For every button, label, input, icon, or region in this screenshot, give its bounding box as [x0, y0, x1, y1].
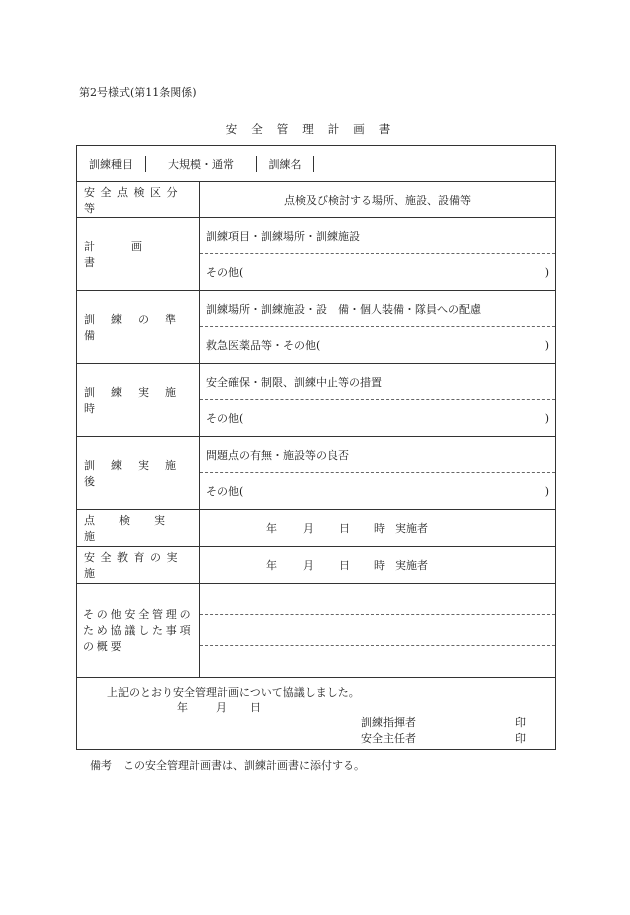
other-matters-row — [77, 584, 556, 678]
other-label-line: の概要 — [83, 639, 125, 653]
section-during-row — [77, 364, 556, 437]
document-title: 安全管理計画書 — [225, 122, 405, 136]
section-top-text: 安全確保・制限、訓練中止等の措置 — [206, 375, 382, 389]
category-label-text: 安全点検区分等 — [84, 185, 183, 215]
year-label: 年 — [266, 559, 277, 572]
category-row — [77, 182, 556, 218]
section-label-text: 訓練実施時 — [84, 386, 192, 415]
section-top-text: 訓練項目・訓練場所・訓練施設 — [206, 229, 360, 243]
training-type-value: 大規模・通常 — [146, 156, 257, 172]
section-plan-row — [77, 218, 556, 291]
year-label: 年 — [266, 522, 277, 535]
safety-officer-label: 安全主任者 — [361, 732, 416, 745]
education-label: 安全教育の実施 — [84, 551, 183, 580]
training-name-field[interactable] — [314, 156, 555, 172]
section-label — [77, 238, 199, 270]
month-label: 月 — [303, 559, 314, 572]
section-bottom-text: 救急医薬品等・その他( — [206, 339, 321, 352]
section-label-text: 訓練実施後 — [84, 459, 192, 488]
section-label-text: 訓練の準備 — [84, 313, 192, 342]
section-label — [77, 457, 199, 489]
month-label: 月 — [303, 522, 314, 535]
section-bottom-text: その他( — [206, 266, 244, 279]
header-row — [77, 146, 556, 182]
section-prep-row — [77, 291, 556, 364]
day-label: 日 — [339, 559, 350, 572]
agreement-statement: 上記のとおり安全管理計画について協議しました。 — [107, 686, 360, 699]
section-after-row — [77, 437, 556, 510]
agreement-month: 月 — [216, 701, 227, 714]
other-label-line: その他安全管理の — [83, 607, 194, 621]
agreement-row — [77, 678, 556, 750]
section-bottom-text: その他( — [206, 412, 244, 425]
education-date[interactable] — [200, 547, 555, 583]
agreement-day: 日 — [250, 701, 261, 714]
other-matters-label — [77, 607, 199, 655]
section-bottom-text: その他( — [206, 485, 244, 498]
education-row — [77, 547, 556, 584]
form-number-label: 第2号様式(第11条関係) — [79, 86, 197, 99]
other-input[interactable] — [200, 473, 555, 509]
day-label: 日 — [339, 522, 350, 535]
other-input[interactable] — [200, 254, 555, 290]
remark-note: 備考 この安全管理計画書は、訓練計画書に添付する。 — [90, 759, 365, 772]
safety-officer-seal[interactable]: 印 — [515, 732, 526, 745]
section-label-text: 計画書 — [84, 240, 178, 269]
implementer-label: 実施者 — [395, 522, 428, 535]
agreement-year: 年 — [177, 701, 188, 714]
category-label — [77, 184, 199, 216]
section-label — [77, 384, 199, 416]
inspection-date[interactable] — [200, 510, 555, 546]
director-seal[interactable]: 印 — [515, 716, 526, 729]
other-input[interactable] — [200, 400, 555, 436]
close-paren: ) — [544, 265, 549, 279]
hour-label: 時 — [374, 559, 385, 572]
safety-plan-table — [76, 145, 556, 750]
section-top-text: 訓練場所・訓練施設・設 備・個人装備・隊員への配慮 — [206, 302, 481, 316]
section-label — [77, 311, 199, 343]
inspection-label: 点検実施 — [84, 514, 189, 543]
section-top-text: 問題点の有無・施設等の良否 — [206, 448, 349, 462]
other-input[interactable] — [200, 327, 555, 363]
hour-label: 時 — [374, 522, 385, 535]
close-paren: ) — [544, 411, 549, 425]
other-label-line: ため協議した事項 — [83, 623, 194, 637]
training-type-label: 訓練種目 — [77, 156, 146, 172]
other-matters-field[interactable] — [200, 584, 556, 678]
category-value: 点検及び検討する場所、施設、設備等 — [200, 182, 556, 218]
director-label: 訓練指揮者 — [361, 716, 416, 729]
inspection-row — [77, 510, 556, 547]
close-paren: ) — [544, 484, 549, 498]
close-paren: ) — [544, 338, 549, 352]
training-name-label: 訓練名 — [257, 156, 314, 172]
implementer-label: 実施者 — [395, 559, 428, 572]
